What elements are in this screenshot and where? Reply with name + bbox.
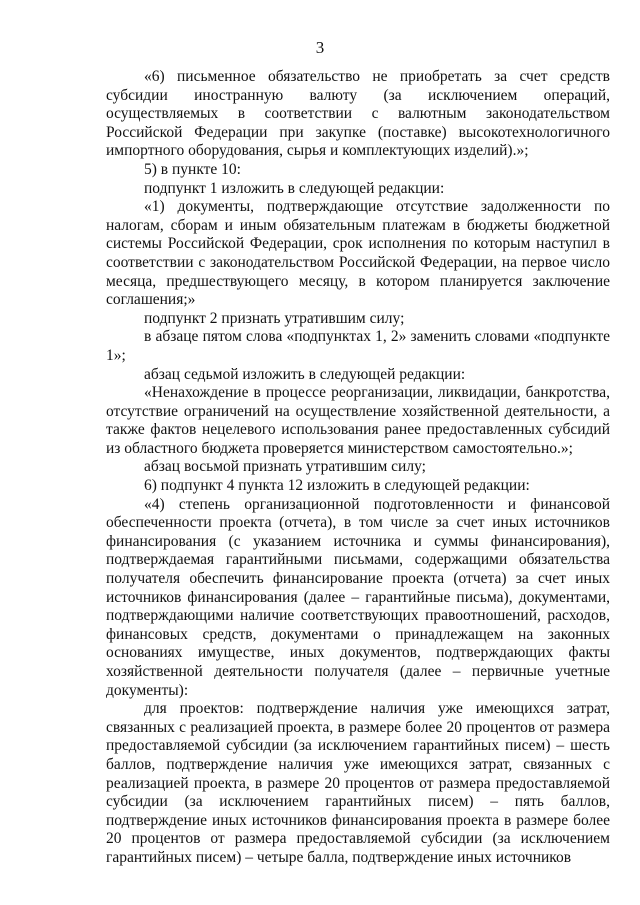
page-number: 3 xyxy=(315,38,325,57)
paragraph-seventh-abzac-text: «Ненахождение в процессе реорганизации, ликвидации, банкротства, отсутствие ограничений на осуществление хозяйственной деятельности, а также фактов нецелевого использования ранее предоставленных субсидий из областного бюджета проверяется министерством самостоятельно.»; xyxy=(106,384,610,457)
paragraph-seventh-abzac-intro: абзац седьмой изложить в следующей редакции: xyxy=(144,365,466,383)
paragraph-eighth-abzac-void: абзац восьмой признать утратившим силу; xyxy=(144,458,426,476)
paragraph-item-6-heading: 6) подпункт 4 пункта 12 изложить в следующей редакции: xyxy=(144,477,530,495)
paragraph-subitem-2-void: подпункт 2 признать утратившим силу; xyxy=(144,309,405,327)
paragraph-fifth-abzac-replace: в абзаце пятом слова «подпунктах 1, 2» заменить словами «подпункте 1»; xyxy=(106,328,610,364)
paragraph-projects-scoring: для проектов: подтверждение наличия уже имеющихся затрат, связанных с реализацией проекта, в размере более 20 процентов от размера предоставляемой субсидии (за исключением гарантийных писем) – шесть баллов, подтверждение наличия уже имеющихся затрат, связанных с реализацией проекта, в размере 20 процентов от размера предоставляемой субсидии (за исключением гарантийных писем) – пять баллов, подтверждение иных источников финансирования проекта в размере более 20 процентов от размера предоставляемой субсидии (за исключением гарантийных писем) – четыре балла, подтверждение иных источников xyxy=(106,700,610,866)
paragraph-subsidy-currency-obligation: «6) письменное обязательство не приобретать за счет средств субсидии иностранную валюту (за исключением операций, осуществляемых в соответствии с валютным законодательством Российской Федерации при закупке (поставке) высокотехнологичного импортного оборудования, сырья и комплектующих изделий).»; xyxy=(106,68,610,160)
paragraph-item-5-heading: 5) в пункте 10: xyxy=(144,160,241,178)
paragraph-subitem-1-intro: подпункт 1 изложить в следующей редакции: xyxy=(144,179,445,197)
paragraph-subitem-4-text: «4) степень организационной подготовленности и финансовой обеспеченности проекта (отчета), в том числе за счет иных источников финансирования (с указанием источника и суммы финансирования), подтверждаемая гарантийными письмами, содержащими обязательства получателя обеспечить финансирование проекта (отчета) за счет иных источников финансирования (далее – гарантийные письма), документами, подтверждающими наличие соответствующих правоотношений, расходов, финансовых средств, документами о принадлежащем на законных основаниях имуществе, иных документов, подтверждающих факты хозяйственной деятельности получателя (далее – первичные учетные документы): xyxy=(106,495,610,699)
paragraph-subitem-1-text: «1) документы, подтверждающие отсутствие задолженности по налогам, сборам и иным обязательным платежам в бюджеты бюджетной системы Российской Федерации, срок исполнения по которым наступил в соответствии с законодательством Российской Федерации, на первое число месяца, предшествующего месяцу, в котором планируется заключение соглашения;» xyxy=(106,198,610,309)
document-body xyxy=(106,68,610,868)
